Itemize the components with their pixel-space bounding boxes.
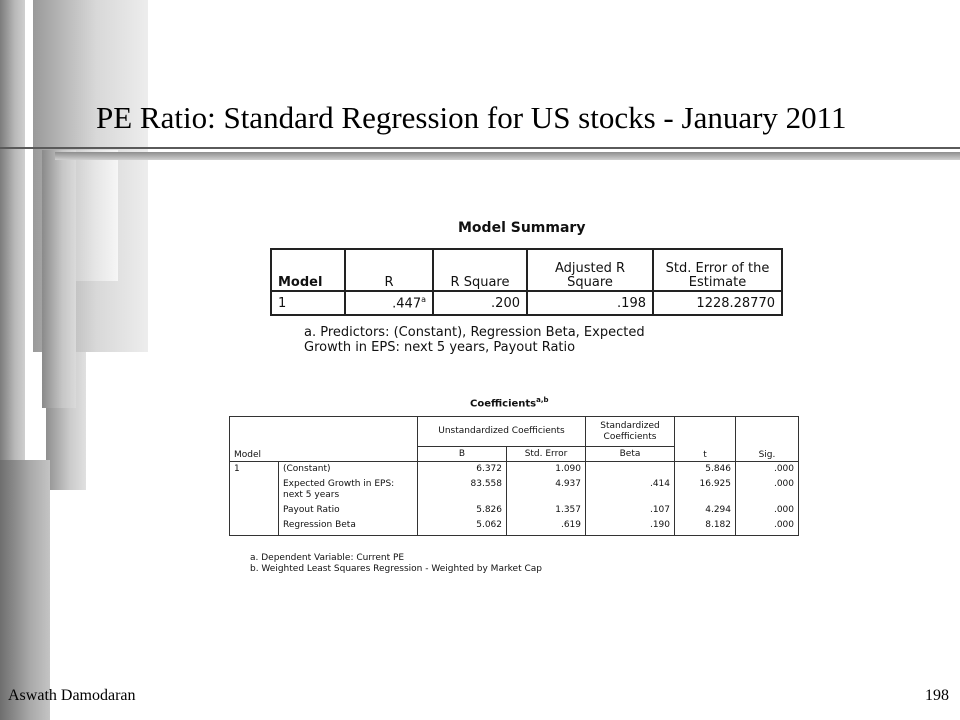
header-t: t — [675, 417, 736, 462]
header-r: R — [345, 249, 433, 291]
header-b: B — [418, 447, 507, 462]
table-row — [230, 503, 799, 518]
cell-beta — [586, 462, 675, 478]
cell-sig: .000 — [736, 477, 799, 503]
table-row — [271, 291, 782, 315]
header-adjusted-r-square: Adjusted R Square — [527, 249, 653, 291]
header-std-error: Std. Error — [507, 447, 586, 462]
header-standardized: Standardized Coefficients — [586, 417, 675, 447]
header-unstandardized: Unstandardized Coefficients — [418, 417, 586, 447]
decorative-bar — [42, 150, 76, 408]
cell-variable: Payout Ratio — [279, 503, 418, 518]
cell-sig: .000 — [736, 503, 799, 518]
cell-model-number — [230, 518, 279, 536]
header-std-error-estimate: Std. Error of the Estimate — [653, 249, 782, 291]
cell-t: 5.846 — [675, 462, 736, 478]
cell-b: 5.062 — [418, 518, 507, 536]
cell-sig: .000 — [736, 462, 799, 478]
model-summary-table — [270, 248, 783, 316]
slide-title: PE Ratio: Standard Regression for US stocks - January 2011 — [96, 100, 847, 135]
cell-variable: (Constant) — [279, 462, 418, 478]
header-model: Model — [230, 417, 418, 462]
cell-variable: Expected Growth in EPS: next 5 years — [279, 477, 418, 503]
cell-t: 4.294 — [675, 503, 736, 518]
cell-r: .447$^a$ — [345, 291, 433, 315]
cell-beta: .414 — [586, 477, 675, 503]
cell-model-number — [230, 477, 279, 503]
cell-sig: .000 — [736, 518, 799, 536]
header-model: Model — [271, 249, 345, 291]
header-beta: Beta — [586, 447, 675, 462]
page-number: 198 — [925, 687, 949, 704]
model-summary-footnote: a. Predictors: (Constant), Regression Beta, Expected Growth in EPS: next 5 years, Payout Ratio — [304, 325, 645, 355]
cell-beta: .190 — [586, 518, 675, 536]
cell-std-error: 4.937 — [507, 477, 586, 503]
model-summary-title: Model Summary — [458, 220, 586, 236]
cell-model-number: 1 — [230, 462, 279, 478]
cell-b: 83.558 — [418, 477, 507, 503]
cell-r-square: .200 — [433, 291, 527, 315]
cell-std-error: 1.357 — [507, 503, 586, 518]
cell-adjusted-r-square: .198 — [527, 291, 653, 315]
coefficients-title: Coefficients$^{a,b}$ — [470, 396, 549, 410]
cell-model-number — [230, 503, 279, 518]
table-row — [230, 518, 799, 536]
title-divider — [0, 147, 960, 149]
cell-std-error-estimate: 1228.28770 — [653, 291, 782, 315]
author-footer: Aswath Damodaran — [8, 687, 136, 704]
table-row — [230, 477, 799, 503]
cell-std-error: .619 — [507, 518, 586, 536]
coefficients-table — [229, 416, 799, 536]
cell-t: 8.182 — [675, 518, 736, 536]
cell-b: 5.826 — [418, 503, 507, 518]
cell-variable: Regression Beta — [279, 518, 418, 536]
cell-t: 16.925 — [675, 477, 736, 503]
title-underline-bar — [55, 152, 960, 160]
cell-std-error: 1.090 — [507, 462, 586, 478]
cell-beta: .107 — [586, 503, 675, 518]
decorative-bar — [0, 460, 50, 720]
coefficients-footnote: a. Dependent Variable: Current PE b. Weighted Least Squares Regression - Weighted by Market Cap — [250, 553, 542, 574]
cell-b: 6.372 — [418, 462, 507, 478]
table-row — [230, 462, 799, 478]
header-r-square: R Square — [433, 249, 527, 291]
cell-model: 1 — [271, 291, 345, 315]
header-sig: Sig. — [736, 417, 799, 462]
